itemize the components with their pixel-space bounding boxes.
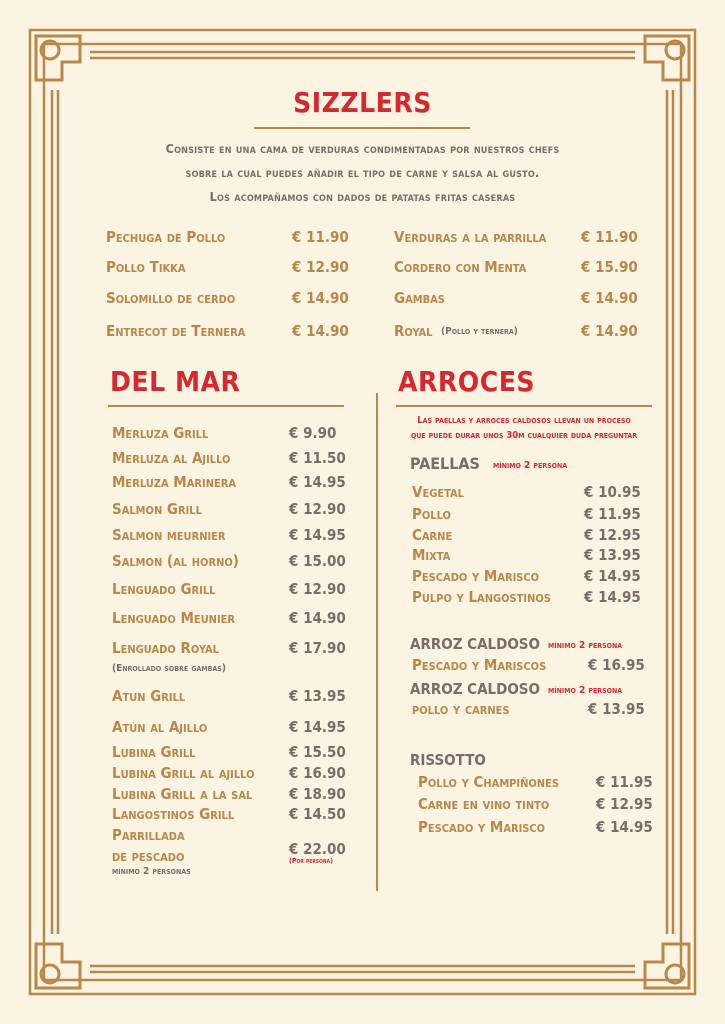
arroces-note-line-2: que puede durar unos 30m cualquier duda preguntar xyxy=(410,430,638,441)
menu-item-name: Lubina Grill a la sal xyxy=(112,785,253,803)
menu-item-name: Merluza al Ajillo xyxy=(112,449,231,467)
menu-item-price: € 11.50 xyxy=(289,449,346,467)
sizzlers-title: SIZZLERS xyxy=(293,86,432,119)
rissotto-heading: RISSOTTO xyxy=(410,751,486,769)
menu-item-price: € 16.95 xyxy=(588,656,645,674)
menu-item-price: € 14.50 xyxy=(289,805,346,823)
menu-item-price: € 12.90 xyxy=(289,580,346,598)
menu-item-price: € 14.90 xyxy=(292,289,349,307)
menu-item-name: Atun Grill xyxy=(112,687,186,705)
menu-item-price: € 14.95 xyxy=(596,818,653,836)
menu-item-name: Royal xyxy=(394,322,433,340)
menu-item-name: Carne xyxy=(412,526,453,544)
menu-item-price: € 14.95 xyxy=(584,588,641,606)
arroz-caldoso-heading: ARROZ CALDOSO xyxy=(410,680,540,698)
menu-item-price: € 11.95 xyxy=(584,505,641,523)
menu-item-name: Salmon (al horno) xyxy=(112,552,239,570)
menu-item-price: € 14.90 xyxy=(581,289,638,307)
del-mar-underline xyxy=(108,405,344,407)
menu-item-price: € 14.90 xyxy=(292,322,349,340)
menu-item-name: Salmon meurnier xyxy=(112,526,226,544)
menu-item-name: Parrillada xyxy=(112,826,185,844)
menu-item-price: € 12.95 xyxy=(596,795,653,813)
menu-item-price: € 13.95 xyxy=(289,687,346,705)
menu-item-price: € 16.90 xyxy=(289,764,346,782)
menu-item-name: Solomillo de cerdo xyxy=(106,289,236,307)
menu-item-name: Lenguado Meunier xyxy=(112,609,236,627)
menu-item-name: pollo y carnes xyxy=(412,700,510,718)
menu-item-name: Pescado y Mariscos xyxy=(412,656,547,674)
menu-item-price: € 12.90 xyxy=(292,258,349,276)
menu-item-name: Entrecot de Ternera xyxy=(106,322,246,340)
paellas-heading: PAELLAS xyxy=(410,454,480,473)
menu-item-name: Pollo y Champiñones xyxy=(418,773,559,791)
menu-item-name: Pescado y Marisco xyxy=(418,818,546,836)
menu-item-price: € 10.95 xyxy=(584,483,641,501)
menu-item-name: Vegetal xyxy=(412,483,464,501)
paellas-min-note: mínimo 2 persona xyxy=(493,460,568,471)
menu-item-price: € 13.95 xyxy=(588,700,645,718)
arroces-underline xyxy=(396,405,652,407)
menu-item-name: Salmon Grill xyxy=(112,500,202,518)
menu-item-name: Pollo Tikka xyxy=(106,258,186,276)
menu-item-subnote: (Enrollado sobre gambas) xyxy=(112,663,226,674)
menu-item-name: Pulpo y Langostinos xyxy=(412,588,551,606)
menu-item-price: € 11.90 xyxy=(581,228,638,246)
sizzlers-title-underline xyxy=(254,127,470,129)
menu-item-name: Langostinos Grill xyxy=(112,805,235,823)
menu-item-price: € 14.95 xyxy=(584,567,641,585)
menu-item-price: € 9.90 xyxy=(289,424,337,442)
menu-item-name: Mixta xyxy=(412,546,451,564)
arroz-caldoso-min-note: mínimo 2 persona xyxy=(548,640,623,651)
menu-item-price: € 17.90 xyxy=(289,639,346,657)
arroz-caldoso-min-note: mínimo 2 persona xyxy=(548,685,623,696)
menu-item-price: € 15.90 xyxy=(581,258,638,276)
menu-item-name: Pollo xyxy=(412,505,451,523)
menu-item-name: Lubina Grill al ajillo xyxy=(112,764,255,782)
menu-item-price: € 13.95 xyxy=(584,546,641,564)
menu-item-name: Pescado y Marisco xyxy=(412,567,540,585)
menu-item-name: Atún al Ajillo xyxy=(112,718,208,736)
menu-item-name: Carne en vino tinto xyxy=(418,795,550,813)
arroces-note-line-1: Las paellas y arroces caldosos llevan un proceso xyxy=(417,415,631,426)
menu-item-price: € 18.90 xyxy=(289,785,346,803)
menu-item-name: Lubina Grill xyxy=(112,743,196,761)
column-divider xyxy=(376,393,378,891)
menu-item-name: Cordero con Menta xyxy=(394,258,527,276)
sizzlers-intro-line-2: sobre la cual puedes añadir el tipo de carne y salsa al gusto. xyxy=(185,165,540,180)
menu-item-note: (Pollo y ternera) xyxy=(441,326,518,337)
sizzlers-intro-line-1: Consiste en una cama de verduras condimentadas por nuestros chefs xyxy=(165,141,560,156)
menu-item-name: Lenguado Grill xyxy=(112,580,216,598)
menu-item-price: € 14.95 xyxy=(289,718,346,736)
menu-item-price: € 11.90 xyxy=(292,228,349,246)
menu-item-name: Gambas xyxy=(394,289,445,307)
menu-item-subnote: mínimo 2 personas xyxy=(112,866,191,877)
menu-item-name: Verduras a la parrilla xyxy=(394,228,547,246)
menu-item-name: Merluza Marinera xyxy=(112,473,237,491)
menu-item-price: € 22.00 xyxy=(289,840,346,858)
menu-item-name: Merluza Grill xyxy=(112,424,209,442)
arroz-caldoso-heading: ARROZ CALDOSO xyxy=(410,635,540,653)
menu-item-name-line-2: de pescado xyxy=(112,847,185,865)
menu-item-price: € 12.90 xyxy=(289,500,346,518)
menu-item-price: € 14.95 xyxy=(289,473,346,491)
del-mar-title: DEL MAR xyxy=(110,365,241,398)
menu-item-price: € 14.90 xyxy=(289,609,346,627)
arroces-title: ARROCES xyxy=(398,365,536,398)
menu-item-price: € 15.00 xyxy=(289,552,346,570)
menu-item-price: € 14.95 xyxy=(289,526,346,544)
menu-item-price-note: (Por persona) xyxy=(289,857,333,865)
menu-item-name: Lenguado Royal xyxy=(112,639,219,657)
menu-item-price: € 12.95 xyxy=(584,526,641,544)
sizzlers-intro-line-3: Los acompañamos con dados de patatas fritas caseras xyxy=(209,189,516,204)
menu-item-price: € 11.95 xyxy=(596,773,653,791)
menu-item-price: € 15.50 xyxy=(289,743,346,761)
menu-item-name: Pechuga de Pollo xyxy=(106,228,226,246)
menu-item-price: € 14.90 xyxy=(581,322,638,340)
